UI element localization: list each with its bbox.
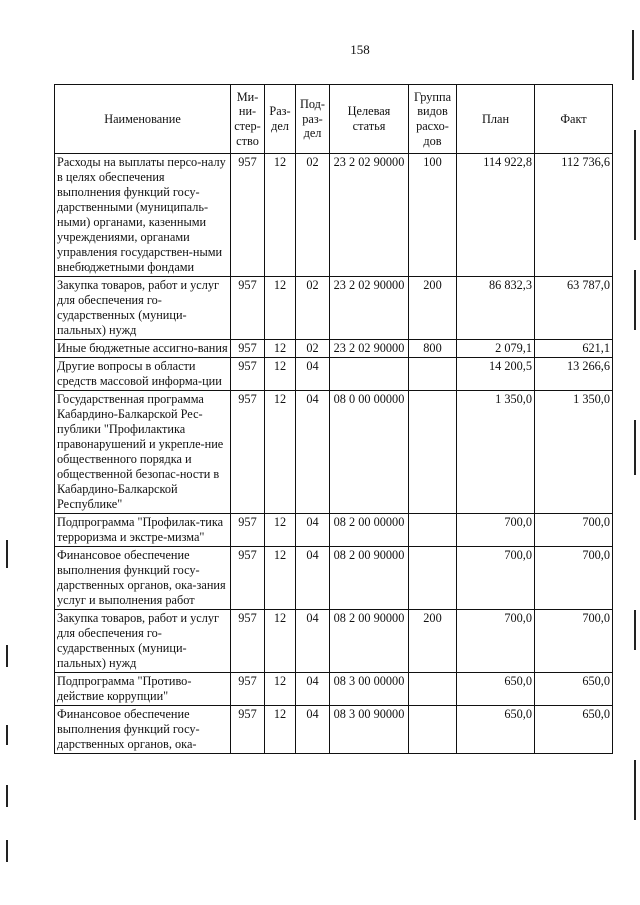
cell-target: 08 2 00 00000 bbox=[330, 514, 409, 547]
cell-fact: 700,0 bbox=[535, 514, 613, 547]
cell-subsection: 02 bbox=[296, 277, 330, 340]
cell-target: 23 2 02 90000 bbox=[330, 154, 409, 277]
cell-subsection: 02 bbox=[296, 154, 330, 277]
cell-section: 12 bbox=[265, 391, 296, 514]
cell-section: 12 bbox=[265, 610, 296, 673]
cell-plan: 86 832,3 bbox=[457, 277, 535, 340]
cell-subsection: 04 bbox=[296, 547, 330, 610]
cell-name: Подпрограмма "Противо-действие коррупции" bbox=[55, 673, 231, 706]
budget-table bbox=[54, 84, 613, 754]
scan-edge-line-right bbox=[634, 130, 636, 240]
cell-target: 08 2 00 90000 bbox=[330, 610, 409, 673]
cell-ministry: 957 bbox=[231, 706, 265, 754]
cell-plan: 650,0 bbox=[457, 673, 535, 706]
cell-group bbox=[409, 547, 457, 610]
cell-target: 08 3 00 90000 bbox=[330, 706, 409, 754]
cell-fact: 700,0 bbox=[535, 610, 613, 673]
header-section: Раз-дел bbox=[265, 85, 296, 154]
cell-ministry: 957 bbox=[231, 154, 265, 277]
cell-subsection: 04 bbox=[296, 610, 330, 673]
cell-plan: 700,0 bbox=[457, 610, 535, 673]
cell-section: 12 bbox=[265, 547, 296, 610]
cell-target: 08 0 00 00000 bbox=[330, 391, 409, 514]
cell-fact: 112 736,6 bbox=[535, 154, 613, 277]
cell-plan: 700,0 bbox=[457, 547, 535, 610]
header-ministry: Ми-ни-стер-ство bbox=[231, 85, 265, 154]
cell-fact: 1 350,0 bbox=[535, 391, 613, 514]
scan-edge-line-right bbox=[634, 420, 636, 475]
scan-edge-line-left bbox=[6, 645, 8, 667]
table-row bbox=[55, 340, 613, 358]
cell-section: 12 bbox=[265, 673, 296, 706]
cell-fact: 621,1 bbox=[535, 340, 613, 358]
cell-section: 12 bbox=[265, 340, 296, 358]
cell-fact: 13 266,6 bbox=[535, 358, 613, 391]
cell-group: 200 bbox=[409, 277, 457, 340]
header-subsection: Под-раз-дел bbox=[296, 85, 330, 154]
cell-section: 12 bbox=[265, 277, 296, 340]
cell-subsection: 04 bbox=[296, 673, 330, 706]
table-row bbox=[55, 706, 613, 754]
cell-ministry: 957 bbox=[231, 391, 265, 514]
table-row bbox=[55, 277, 613, 340]
header-name: Наименование bbox=[55, 85, 231, 154]
cell-group: 100 bbox=[409, 154, 457, 277]
cell-group bbox=[409, 514, 457, 547]
cell-group: 200 bbox=[409, 610, 457, 673]
table-row bbox=[55, 610, 613, 673]
scan-edge-line-right bbox=[634, 610, 636, 650]
cell-target: 08 2 00 90000 bbox=[330, 547, 409, 610]
cell-name: Закупка товаров, работ и услуг для обеспечения го-сударственных (муници-пальных) нужд bbox=[55, 277, 231, 340]
table-row bbox=[55, 154, 613, 277]
cell-ministry: 957 bbox=[231, 340, 265, 358]
cell-plan: 2 079,1 bbox=[457, 340, 535, 358]
cell-plan: 650,0 bbox=[457, 706, 535, 754]
cell-subsection: 04 bbox=[296, 706, 330, 754]
cell-subsection: 04 bbox=[296, 514, 330, 547]
cell-ministry: 957 bbox=[231, 277, 265, 340]
cell-section: 12 bbox=[265, 154, 296, 277]
cell-subsection: 02 bbox=[296, 340, 330, 358]
header-expense-group: Группа видов расхо-дов bbox=[409, 85, 457, 154]
scan-edge-line-right bbox=[634, 270, 636, 330]
cell-group: 800 bbox=[409, 340, 457, 358]
scan-edge-line-left bbox=[6, 725, 8, 745]
cell-name: Финансовое обеспечение выполнения функций госу-дарственных органов, ока-зания услуг и выполнения работ bbox=[55, 547, 231, 610]
cell-ministry: 957 bbox=[231, 358, 265, 391]
cell-plan: 700,0 bbox=[457, 514, 535, 547]
scan-edge-line-right bbox=[634, 760, 636, 820]
cell-target: 08 3 00 00000 bbox=[330, 673, 409, 706]
cell-name: Государственная программа Кабардино-Балкарской Рес-публики "Профилактика правонарушений и укрепле-ние общественного порядка и общественной безопас-ности в Кабардино-Балкарской Республике" bbox=[55, 391, 231, 514]
cell-section: 12 bbox=[265, 706, 296, 754]
cell-name: Закупка товаров, работ и услуг для обеспечения го-сударственных (муници-пальных) нужд bbox=[55, 610, 231, 673]
table-row bbox=[55, 391, 613, 514]
scan-edge-line-right bbox=[632, 30, 634, 80]
cell-ministry: 957 bbox=[231, 514, 265, 547]
cell-section: 12 bbox=[265, 358, 296, 391]
cell-ministry: 957 bbox=[231, 610, 265, 673]
cell-fact: 650,0 bbox=[535, 706, 613, 754]
cell-name: Иные бюджетные ассигно-вания bbox=[55, 340, 231, 358]
cell-name: Подпрограмма "Профилак-тика терроризма и экстре-мизма" bbox=[55, 514, 231, 547]
cell-subsection: 04 bbox=[296, 391, 330, 514]
scan-edge-line-left bbox=[6, 840, 8, 862]
cell-subsection: 04 bbox=[296, 358, 330, 391]
cell-ministry: 957 bbox=[231, 547, 265, 610]
cell-plan: 114 922,8 bbox=[457, 154, 535, 277]
cell-fact: 63 787,0 bbox=[535, 277, 613, 340]
cell-plan: 1 350,0 bbox=[457, 391, 535, 514]
cell-fact: 650,0 bbox=[535, 673, 613, 706]
cell-target: 23 2 02 90000 bbox=[330, 277, 409, 340]
table-row bbox=[55, 547, 613, 610]
cell-ministry: 957 bbox=[231, 673, 265, 706]
cell-group bbox=[409, 673, 457, 706]
cell-group bbox=[409, 358, 457, 391]
cell-fact: 700,0 bbox=[535, 547, 613, 610]
table-row bbox=[55, 673, 613, 706]
header-fact: Факт bbox=[535, 85, 613, 154]
table-header-row bbox=[55, 85, 613, 154]
table-row bbox=[55, 358, 613, 391]
page-number: 158 bbox=[350, 42, 370, 57]
cell-group bbox=[409, 706, 457, 754]
header-plan: План bbox=[457, 85, 535, 154]
scan-edge-line-left bbox=[6, 785, 8, 807]
cell-name: Другие вопросы в области средств массовой информа-ции bbox=[55, 358, 231, 391]
cell-name: Расходы на выплаты персо-налу в целях обеспечения выполнения функций госу-дарственными (муниципаль-ными) органами, казенными учреждениями, органами управления государствен-ными внебюджетными фондами bbox=[55, 154, 231, 277]
header-target: Целевая статья bbox=[330, 85, 409, 154]
cell-section: 12 bbox=[265, 514, 296, 547]
table-row bbox=[55, 514, 613, 547]
cell-target bbox=[330, 358, 409, 391]
cell-target: 23 2 02 90000 bbox=[330, 340, 409, 358]
cell-plan: 14 200,5 bbox=[457, 358, 535, 391]
cell-group bbox=[409, 391, 457, 514]
cell-name: Финансовое обеспечение выполнения функций госу-дарственных органов, ока- bbox=[55, 706, 231, 754]
scan-edge-line-left bbox=[6, 540, 8, 568]
